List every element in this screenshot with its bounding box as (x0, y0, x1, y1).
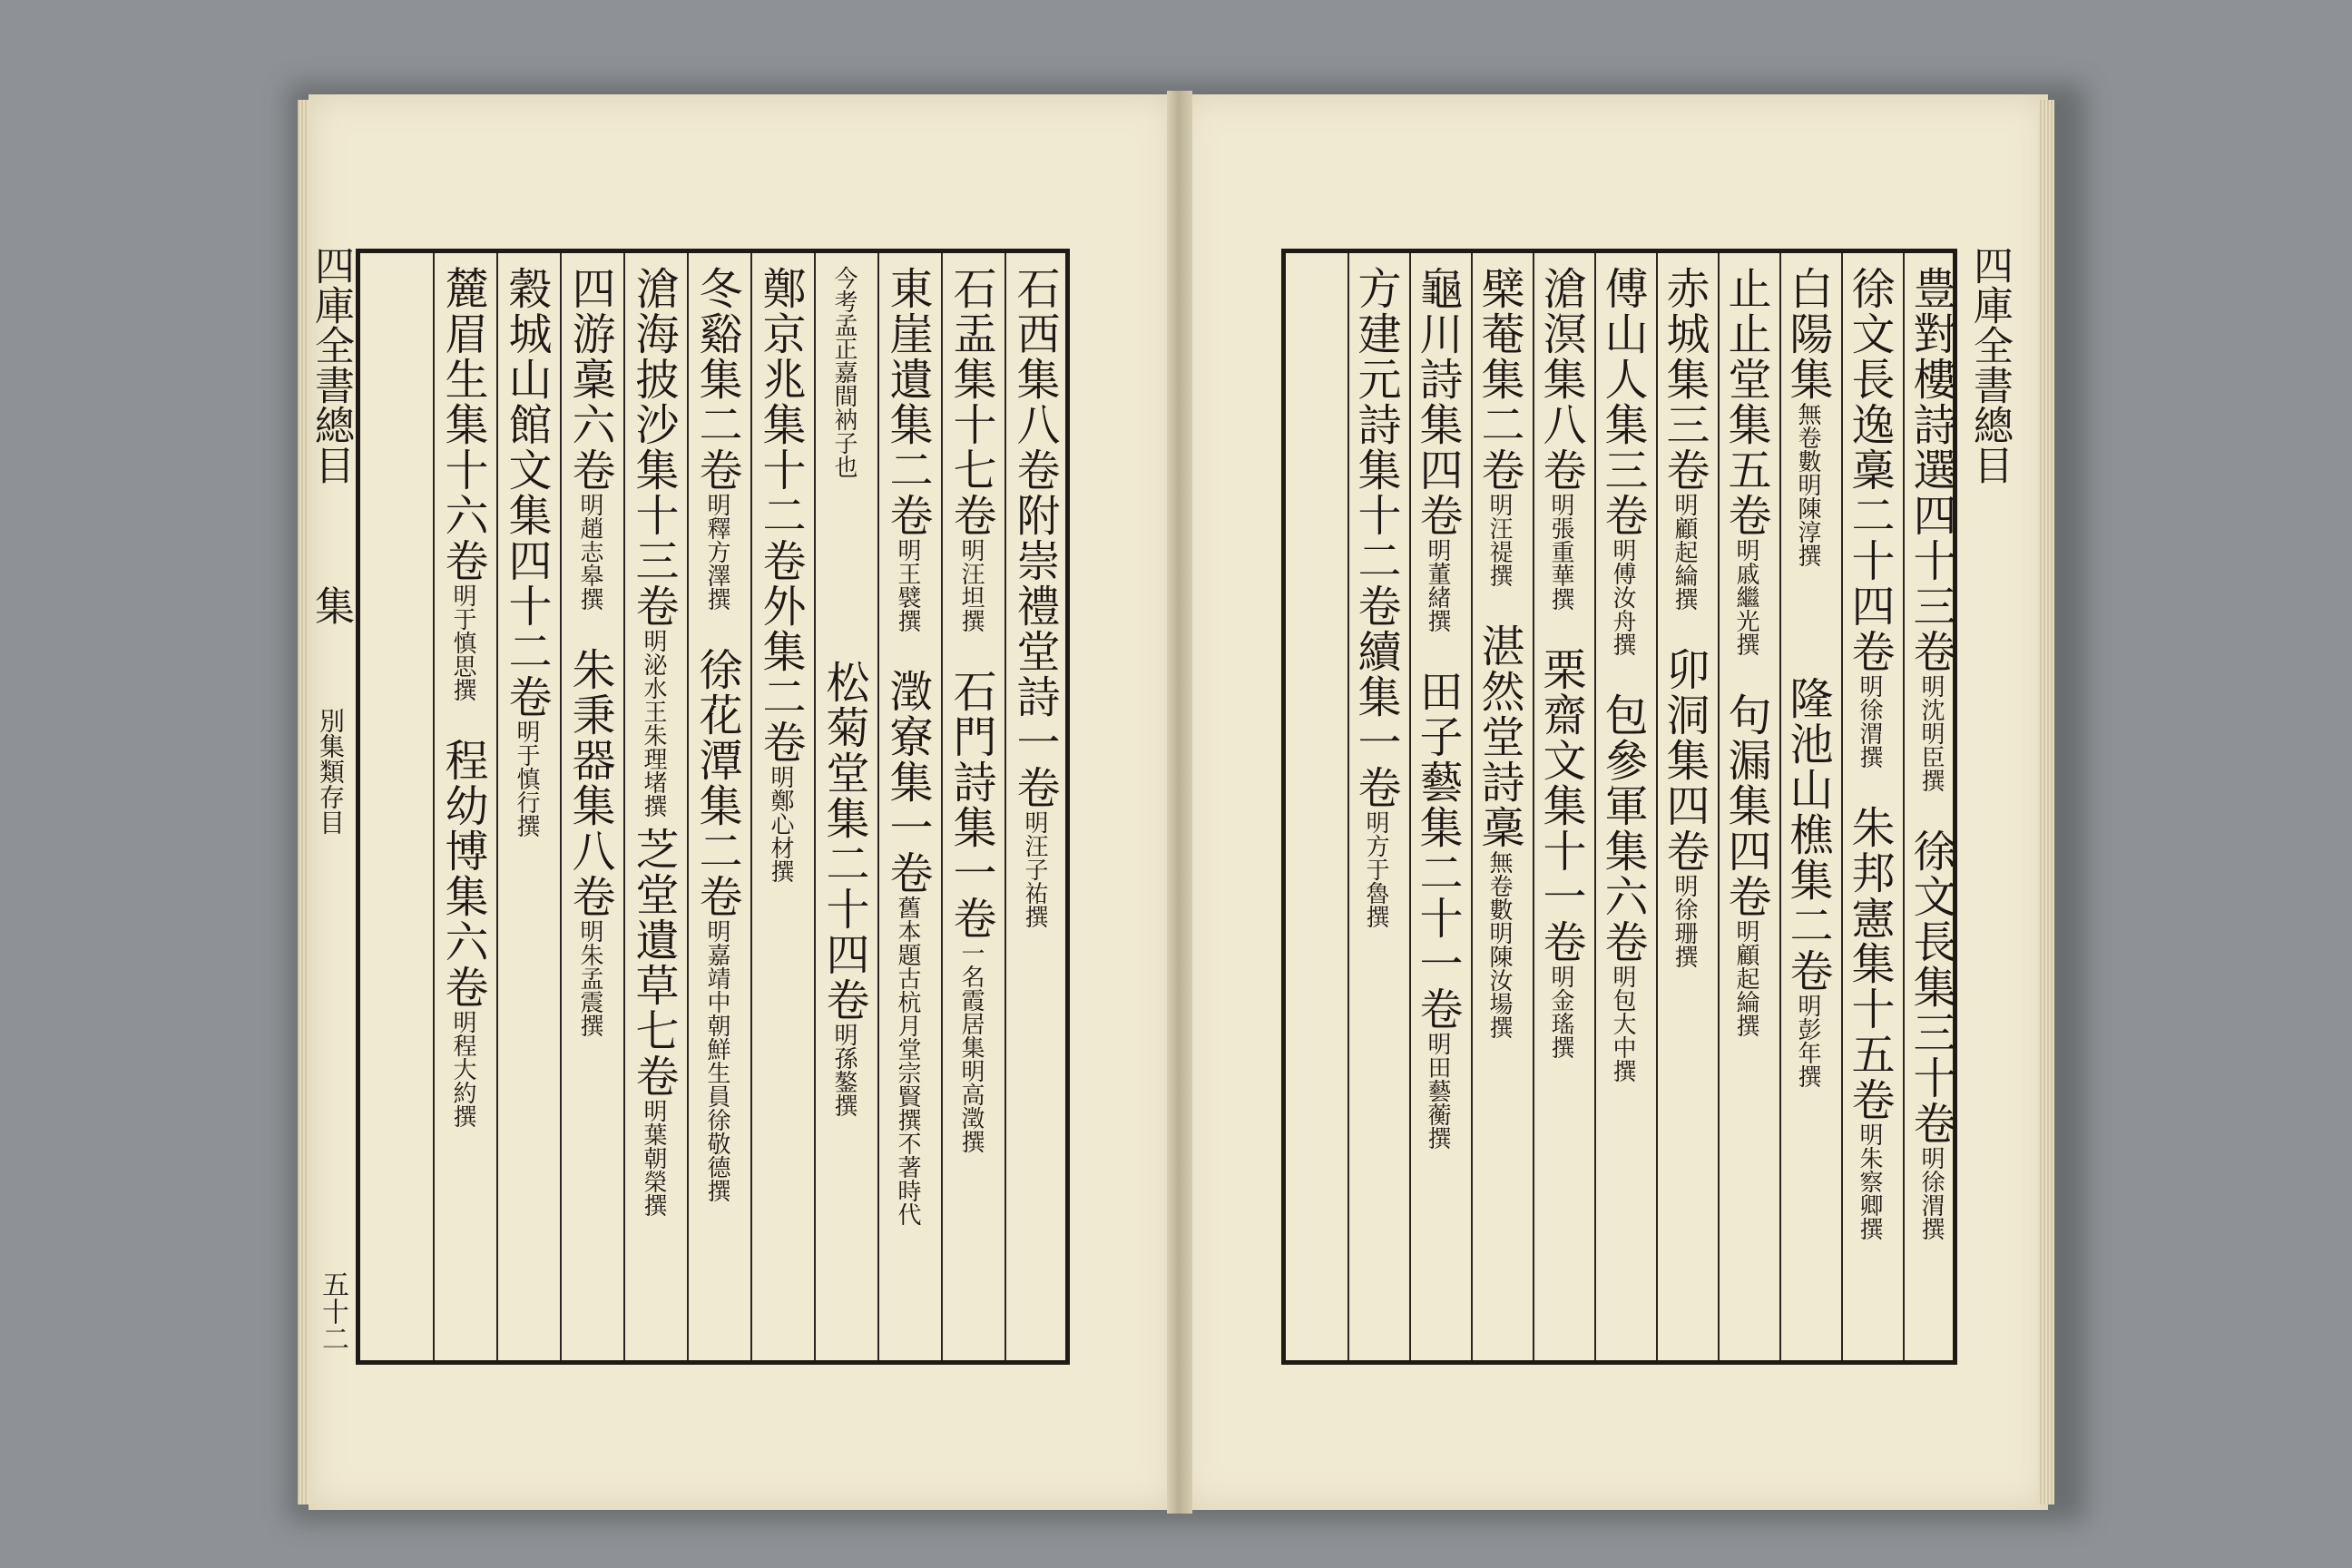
entry-note: 一名霞居集明高澂撰 (957, 941, 985, 1153)
entry-title: 滄溟集八卷 (1535, 266, 1586, 493)
entry-column (1779, 266, 1836, 1088)
entry-note: 明汪坦撰 (957, 538, 985, 632)
entry-title-secondary: 澂寮集一卷 (882, 669, 933, 896)
entry-title: 徐文長逸稾二十四卷 (1844, 266, 1895, 674)
entry-column (1471, 266, 1527, 1039)
entry-column (689, 266, 745, 1202)
entry-note: 明沈明臣撰 (1917, 674, 1945, 792)
entry-note: 明徐珊撰 (1671, 874, 1698, 968)
entry-note: 明包大中撰 (1609, 965, 1636, 1083)
entry-title: 檗菴集二卷 (1474, 266, 1524, 493)
entry-note: 明彭年撰 (1794, 994, 1821, 1088)
entry-column (1409, 266, 1465, 1150)
entry-title: 白陽集 (1782, 266, 1833, 402)
entry-note: 今考孟正嘉間衲子也 (830, 266, 858, 478)
entry-note: 無卷數明陳淳撰 (1794, 402, 1821, 567)
entry-title-secondary: 湛然堂詩稾 (1474, 623, 1524, 850)
entry-title-secondary: 栗齋文集十一卷 (1535, 647, 1586, 965)
entry-title: 方建元詩集十二卷續集一卷 (1350, 266, 1401, 810)
entry-note: 明釋方澤撰 (703, 493, 730, 611)
entry-note: 明徐渭撰 (1856, 674, 1883, 769)
entry-title-secondary: 隆池山樵集二卷 (1782, 676, 1833, 994)
entry-note: 明董緒撰 (1424, 538, 1451, 632)
right-margin-title: 四庫全書總目 (1966, 245, 2013, 485)
entry-title: 冬谿集二卷 (691, 266, 742, 493)
entry-title-secondary: 朱秉器集八卷 (564, 647, 615, 919)
entry-column (1594, 266, 1651, 1083)
entry-title-secondary: 程幼博集六卷 (437, 738, 488, 1010)
entry-column (816, 266, 872, 1117)
entry-note: 明顧起綸撰 (1732, 919, 1759, 1037)
entry-column (435, 266, 491, 1128)
entry-title-secondary: 卯洞集四卷 (1659, 647, 1710, 874)
entry-title: 止止堂集五卷 (1720, 266, 1771, 538)
entry-note: 明汪禔撰 (1485, 493, 1513, 587)
entry-title: 傅山人集三卷 (1597, 266, 1648, 538)
entry-note: 明顧起綸撰 (1671, 493, 1698, 611)
entry-title: 石西集八卷附崇禮堂詩一卷 (1009, 266, 1060, 810)
entry-column (1006, 266, 1063, 928)
entry-note: 明張重華撰 (1547, 493, 1574, 611)
entry-note: 明程大約撰 (449, 1010, 476, 1128)
entry-note: 明葉朝榮撰 (640, 1099, 667, 1217)
entry-column (752, 266, 808, 883)
entry-title: 四游稾六卷 (564, 266, 615, 493)
entry-column (1718, 266, 1774, 1037)
entry-title: 豊對樓詩選四十三卷 (1906, 266, 1956, 674)
entry-note: 明傅汝舟撰 (1609, 538, 1636, 656)
entry-title-secondary: 朱邦憲集十五卷 (1844, 805, 1895, 1122)
right-page-edges (2038, 100, 2054, 1504)
entry-note: 明于慎思撰 (449, 583, 476, 701)
entry-title-secondary: 徐花潭集二卷 (691, 647, 742, 919)
book-spine (1167, 91, 1192, 1514)
entry-title: 龜川詩集四卷 (1412, 266, 1463, 538)
entry-title: 東崖遺集二卷 (882, 266, 933, 538)
entry-title: 鄭京兆集十二卷外集二卷 (755, 266, 806, 765)
entry-column (1903, 266, 1959, 1240)
entry-column (879, 266, 936, 1226)
entry-note: 明于慎行撰 (513, 720, 540, 838)
entry-title-secondary: 句漏集四卷 (1720, 692, 1771, 919)
entry-title: 穀城山館文集四十二卷 (501, 266, 552, 720)
entry-note: 明趙志皋撰 (576, 493, 603, 611)
entry-note: 明金瑤撰 (1547, 965, 1574, 1059)
entry-column (1533, 266, 1589, 1059)
entry-title: 麓眉生集十六卷 (437, 266, 488, 583)
entry-column (562, 266, 618, 1037)
entry-column (943, 266, 999, 1153)
entry-title: 石盂集十七卷 (946, 266, 996, 538)
left-margin-section: 集 (308, 585, 354, 625)
right-margin-column (1965, 245, 2013, 485)
entry-title-secondary: 芝堂遺草七卷 (628, 827, 679, 1099)
entry-column (1348, 266, 1404, 928)
entry-note: 明田藝蘅撰 (1424, 1032, 1451, 1150)
entry-note: 明汪子祐撰 (1021, 810, 1048, 928)
entry-note: 明嘉靖中朝鮮生員徐敬德撰 (703, 919, 730, 1202)
right-text-frame (1281, 249, 1957, 1365)
entry-note: 明鄭心材撰 (767, 765, 794, 883)
entry-column (498, 266, 554, 838)
entry-note: 明朱察卿撰 (1856, 1122, 1883, 1240)
entry-title-secondary: 石門詩集一卷 (946, 669, 996, 941)
entry-note: 明朱孟震撰 (576, 919, 603, 1037)
entry-column (625, 266, 681, 1217)
entry-title-secondary: 徐文長集三十卷 (1906, 828, 1956, 1146)
entry-note: 明孫鏊撰 (830, 1023, 858, 1117)
entry-title-secondary: 松菊堂集二十四卷 (818, 660, 869, 1023)
left-folio: 五十二 (317, 1270, 348, 1352)
entry-title: 滄海披沙集十三卷 (628, 266, 679, 629)
left-margin-title: 四庫全書總目 (308, 245, 354, 485)
left-margin-column (307, 245, 354, 835)
entry-note: 無卷數明陳汝場撰 (1485, 850, 1513, 1039)
entry-note: 明方于魯撰 (1362, 810, 1389, 928)
entry-title-secondary: 田子藝集二十一卷 (1412, 669, 1463, 1032)
entry-title-secondary: 包參軍集六卷 (1597, 692, 1648, 965)
entry-note: 明王襞撰 (894, 538, 921, 632)
entry-column (1841, 266, 1897, 1240)
entry-note: 明戚繼光撰 (1732, 538, 1759, 656)
entry-note: 明泌水王朱理堵撰 (640, 629, 667, 818)
entry-note: 明徐渭撰 (1917, 1146, 1945, 1240)
left-margin-category: 別集類存目 (316, 708, 346, 835)
left-text-frame (356, 249, 1070, 1365)
entry-column (1656, 266, 1712, 968)
entry-title: 赤城集三卷 (1659, 266, 1710, 493)
entry-note: 舊本題古杭月堂宗賢撰不著時代 (894, 896, 921, 1226)
